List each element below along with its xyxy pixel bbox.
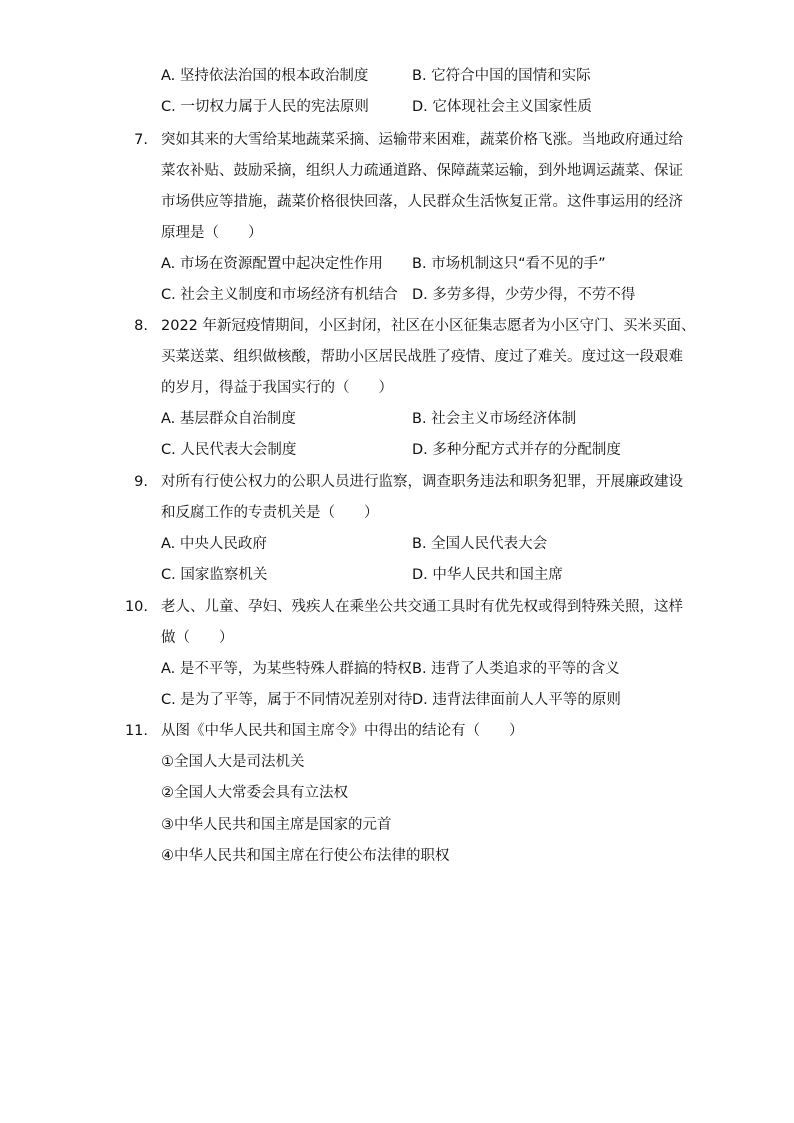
q6-option-a: A. 坚持依法治国的根本政治制度	[161, 68, 369, 84]
q9-number: 9.	[134, 474, 148, 490]
q9-option-c: C. 国家监察机关	[161, 567, 268, 583]
q6-option-d: D. 它体现社会主义国家性质	[412, 99, 592, 115]
q6-option-c: C. 一切权力属于人民的宪法原则	[161, 99, 369, 115]
q9-stem-line-2: 和反腐工作的专责机关是（ ）	[161, 505, 379, 521]
q11-number: 11.	[124, 723, 148, 739]
q9-option-d: D. 中华人民共和国主席	[412, 567, 563, 583]
q11-item-4: ④中华人民共和国主席在行使公布法律的职权	[161, 848, 450, 864]
q10-option-b: B. 违背了人类追求的平等的含义	[412, 661, 620, 677]
q7-stem-line-4: 原理是（ ）	[161, 225, 263, 241]
q8-number: 8.	[134, 318, 148, 334]
q7-option-a: A. 市场在资源配置中起决定性作用	[161, 256, 383, 272]
q7-stem-line-1: 突如其来的大雪给某地蔬菜采摘、运输带来困难，蔬菜价格飞涨。当地政府通过给	[161, 132, 683, 148]
q11-stem-line-1: 从图《中华人民共和国主席令》中得出的结论有（ ）	[161, 723, 524, 739]
q8-stem-line-3: 的岁月，得益于我国实行的（ ）	[161, 380, 393, 396]
q6-option-b: B. 它符合中国的国情和实际	[412, 68, 591, 84]
q8-option-d: D. 多种分配方式并存的分配制度	[412, 442, 621, 458]
q7-option-d: D. 多劳多得，少劳少得，不劳不得	[412, 287, 636, 303]
q11-item-1: ①全国人大是司法机关	[161, 754, 305, 770]
q7-option-c: C. 社会主义制度和市场经济有机结合	[161, 287, 398, 303]
q7-number: 7.	[134, 132, 148, 148]
q10-stem-line-2: 做（ ）	[161, 630, 234, 646]
q10-option-a: A. 是不平等，为某些特殊人群搞的特权	[161, 661, 412, 677]
q9-stem-line-1: 对所有行使公权力的公职人员进行监察，调查职务违法和职务犯罪，开展廉政建设	[161, 474, 683, 490]
q8-stem-line-1: 2022 年新冠疫情期间，小区封闭，社区在小区征集志愿者为小区守门、买米买面、	[161, 318, 696, 334]
q7-stem-line-2: 菜农补贴、鼓励采摘，组织人力疏通道路、保障蔬菜运输，到外地调运蔬菜、保证	[161, 163, 683, 179]
q8-option-b: B. 社会主义市场经济体制	[412, 411, 577, 427]
q7-option-b: B. 市场机制这只“看不见的手”	[412, 256, 606, 272]
q8-stem-line-2: 买菜送菜、组织做核酸，帮助小区居民战胜了疫情、度过了难关。度过这一段艰难	[161, 349, 683, 365]
q11-item-3: ③中华人民共和国主席是国家的元首	[161, 817, 392, 833]
q9-option-b: B. 全国人民代表大会	[412, 536, 548, 552]
q8-option-a: A. 基层群众自治制度	[161, 411, 296, 427]
q10-number: 10.	[124, 599, 148, 615]
q7-stem-line-3: 市场供应等措施，蔬菜价格很快回落，人民群众生活恢复正常。这件事运用的经济	[161, 194, 683, 210]
q11-item-2: ②全国人大常委会具有立法权	[161, 785, 348, 801]
q10-option-c: C. 是为了平等，属于不同情况差别对待	[161, 692, 413, 708]
q8-option-c: C. 人民代表大会制度	[161, 442, 297, 458]
q10-option-d: D. 违背法律面前人人平等的原则	[412, 692, 621, 708]
q10-stem-line-1: 老人、儿童、孕妇、残疾人在乘坐公共交通工具时有优先权或得到特殊关照，这样	[161, 599, 683, 615]
q9-option-a: A. 中央人民政府	[161, 536, 267, 552]
